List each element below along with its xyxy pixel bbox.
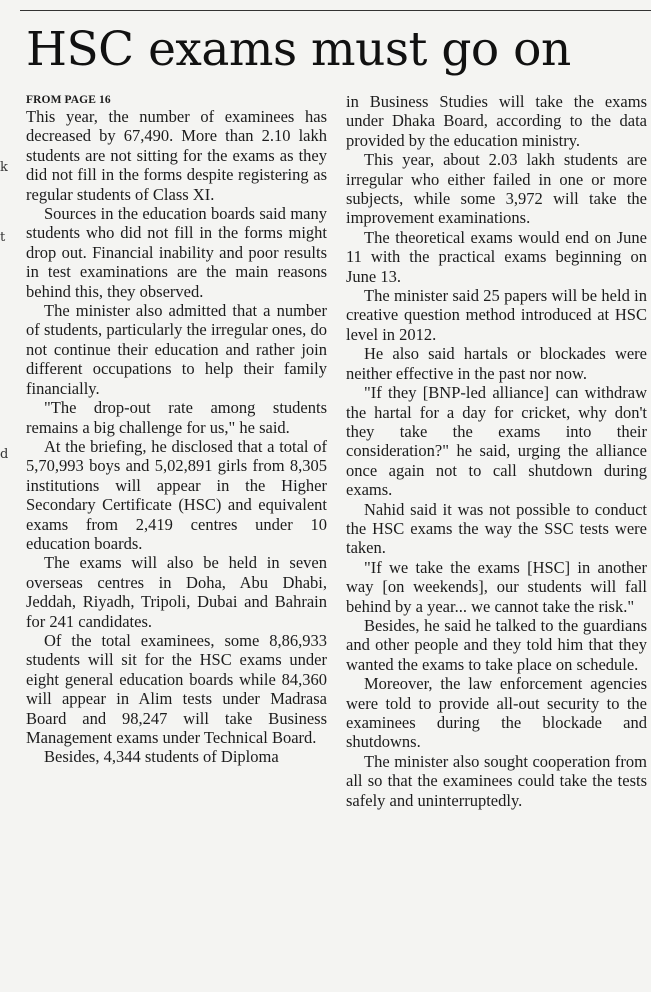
paragraph: Of the total examinees, some 8,86,933 students will sit for the HSC exams under eight general education boards while 84,360 will appear in Alim tests under Madrasa Board and 98,247 will take Business Management exams under Technical Board. [26,630,327,747]
paragraph: The theoretical exams would end on June 11 with the practical exams beginning on June 13. [346,227,647,286]
paragraph: The minister said 25 papers will be held in creative question method introduced at HSC level in 2012. [346,286,647,344]
paragraph: This year, about 2.03 lakh students are irregular who either failed in one or more subjects, while some 3,972 will take the improvement examinations. [346,150,647,228]
paragraph: Besides, 4,344 students of Diploma [44,747,279,767]
paragraph: This year, the number of examinees has decreased by 67,490. More than 2.10 lakh students are not sitting for the exams as they did not fill in the forms despite registering as regular students of Class XI. [26,107,327,204]
paragraph: "The drop-out rate among students remains a big challenge for us," he said. [26,398,327,437]
article-headline: HSC exams must go on [26,22,571,77]
paragraph: Sources in the education boards said many students who did not fill in the forms might drop out. Financial inability and poor results in test examinations are the main reasons behind this, they observed. [26,204,327,301]
article-column-right [346,92,647,810]
paragraph: "If we take the exams [HSC] in another way [on weekends], our students will fall behind by a year... we cannot take the risk." [346,557,647,616]
paragraph: The minister also admitted that a number of students, particularly the irregular ones, do not continue their education and rather join different occupations to help their family financially. [26,301,327,398]
margin-char: k [0,160,8,175]
paragraph: The minister also sought cooperation from all so that the examinees could take the tests safely and uninterruptedly. [346,751,647,810]
margin-char: d [0,447,9,462]
paragraph: Nahid said it was not possible to conduct the HSC exams the way the SSC tests were taken. [346,499,647,558]
margin-char: t [0,230,6,245]
paragraph: Moreover, the law enforcement agencies were told to provide all-out security to the examinees during the blockade and shutdowns. [346,674,647,752]
paragraph: in Business Studies will take the exams under Dhaka Board, according to the data provided by the education ministry. [346,92,647,150]
paragraph: At the briefing, he disclosed that a total of 5,70,993 boys and 5,02,891 girls from 8,305 institutions will appear in the Higher Secondary Certificate (HSC) and equivalent exams from 2,419 centres under 10 education boards. [26,436,327,553]
paragraph: He also said hartals or blockades were neither effective in the past nor now. [346,344,647,383]
paragraph: Besides, he said he talked to the guardians and other people and they told him that they wanted the exams to take place on schedule. [346,615,647,674]
continuation-kicker: FROM PAGE 16 [26,94,111,106]
article-column-left [26,92,327,767]
paragraph: The exams will also be held in seven overseas centres in Doha, Abu Dhabi, Jeddah, Riyadh, Tripoli, Dubai and Bahrain for 241 candidates. [26,553,327,631]
left-margin-fragment [0,0,8,992]
top-rule [20,10,651,11]
paragraph: "If they [BNP-led alliance] can withdraw the hartal for a day for cricket, why don't they take the exams into their consideration?" he said, urging the alliance once again not to call shutdown during exams. [346,383,647,500]
